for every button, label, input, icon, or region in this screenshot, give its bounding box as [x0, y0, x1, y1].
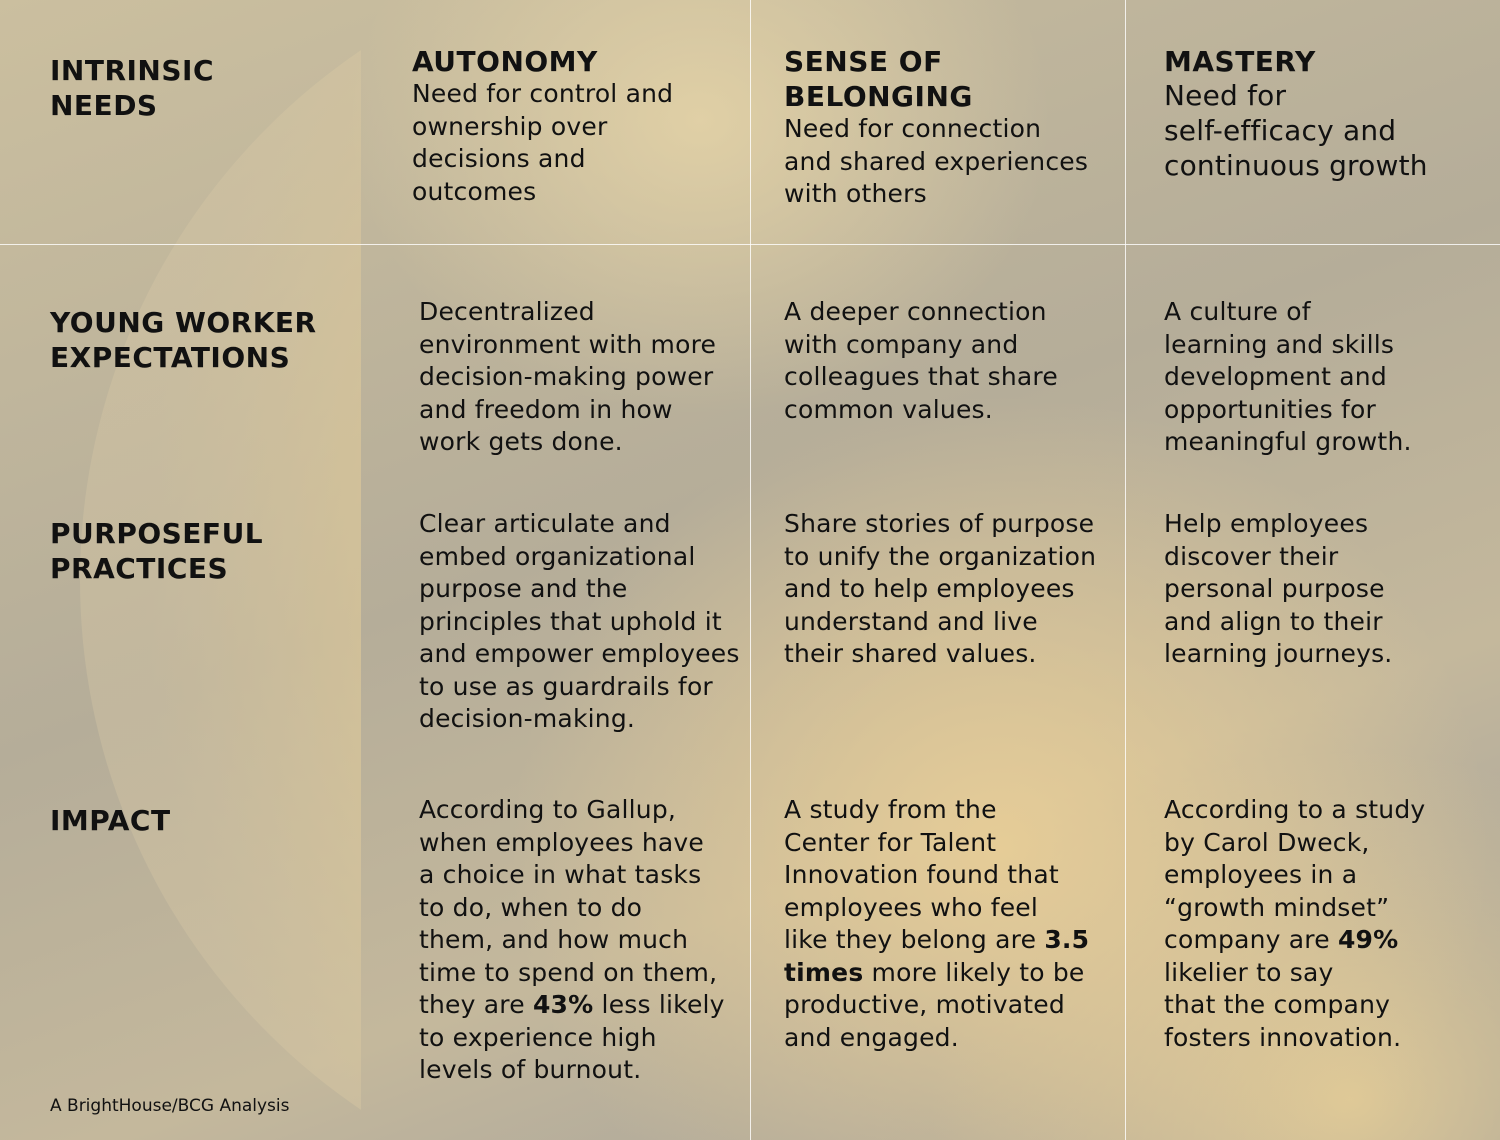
mastery-need: Need for self-efficacy and continuous growth	[1164, 79, 1428, 182]
credit-text: A BrightHouse/BCG Analysis	[50, 1096, 290, 1116]
column-title-autonomy: AUTONOMY	[412, 45, 598, 78]
row-header-intrinsic-needs: INTRINSIC NEEDS	[50, 54, 214, 122]
row-header-young-worker-expectations: YOUNG WORKER EXPECTATIONS	[50, 306, 317, 374]
belonging-expectation: A deeper connection with company and colleagues that share common values.	[784, 297, 1058, 424]
belonging-practice: Share stories of purpose to unify the organization and to help employees understand and live their shared values.	[784, 509, 1097, 668]
column-title-mastery: MASTERY	[1164, 45, 1316, 78]
column-divider-2	[1125, 0, 1126, 1140]
autonomy-practice: Clear articulate and embed organizational purpose and the principles that uphold it and empower employees to use as guardrails for decision-making.	[419, 509, 740, 733]
row-header-impact: IMPACT	[50, 804, 171, 837]
mastery-expectation: A culture of learning and skills development and opportunities for meaningful growth.	[1164, 297, 1412, 456]
mastery-impact: According to a study by Carol Dweck, employees in a “growth mindset” company are 49% likelier to say that the company fosters innovation.	[1164, 795, 1426, 1052]
autonomy-need: Need for control and ownership over decisions and outcomes	[412, 79, 674, 206]
autonomy-impact-stat: 43%	[532, 990, 594, 1019]
belonging-impact: A study from the Center for Talent Innovation found that employees who feel like they belong are 3.5 times more likely to be productive, motivated and engaged.	[784, 795, 1090, 1052]
belonging-impact-stat: 3.5 times	[784, 925, 1090, 987]
autonomy-impact: According to Gallup, when employees have a choice in what tasks to do, when to do them, and how much time to spend on them, they are 43% less likely to experience high levels of burnout.	[419, 795, 725, 1084]
belonging-need: Need for connection and shared experiences with others	[784, 114, 1089, 208]
autonomy-expectation: Decentralized environment with more decision-making power and freedom in how work gets done.	[419, 297, 717, 456]
column-divider-1	[750, 0, 751, 1140]
row-header-purposeful-practices: PURPOSEFUL PRACTICES	[50, 517, 264, 585]
column-title-sense-of-belonging: SENSE OF BELONGING	[784, 45, 973, 113]
mastery-practice: Help employees discover their personal purpose and align to their learning journeys.	[1164, 509, 1393, 668]
mastery-impact-stat: 49%	[1337, 925, 1399, 954]
